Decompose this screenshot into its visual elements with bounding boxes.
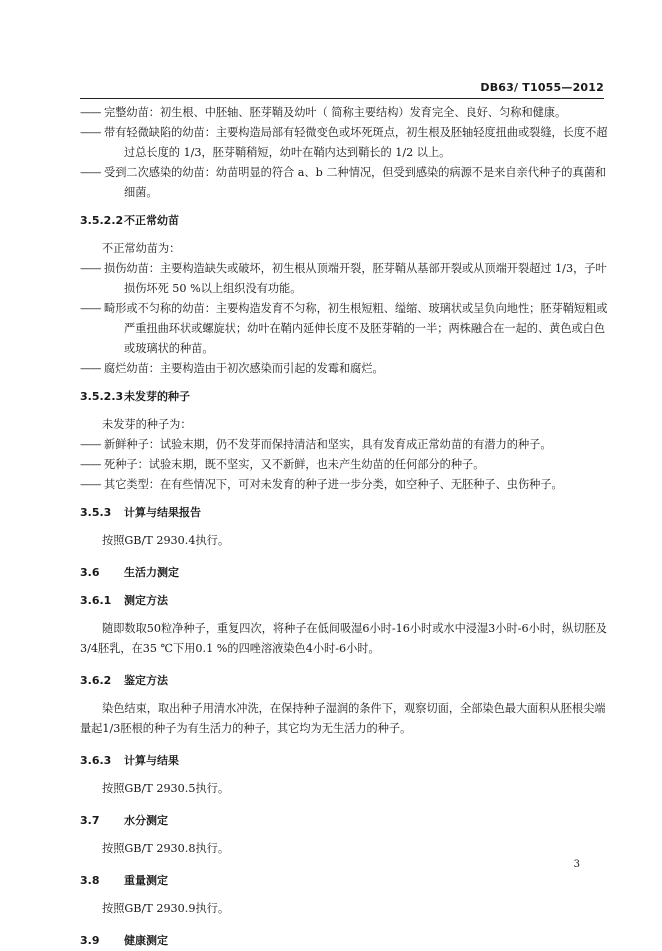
list-item: —— 新鲜种子：试验末期，仍不发芽而保持清洁和坚实，具有发育成正常幼苗的有潜力的种子。 [80, 438, 552, 451]
page-content [80, 103, 608, 951]
section-heading-3-6: 3.6 生活力测定 [80, 566, 179, 579]
section-heading-3-7: 3.7 水分测定 [80, 814, 168, 827]
list-item: —— 其它类型：在有些情况下，可对未发育的种子进一步分类，如空种子、无胚种子、虫伤种子。 [80, 478, 563, 491]
section-heading-3-5-3: 3.5.3 计算与结果报告 [80, 506, 201, 519]
section-heading-3-9: 3.9 健康测定 [80, 934, 168, 947]
section-intro: 不正常幼苗为： [102, 242, 181, 255]
section-body: 按照GB/T 2930.9执行。 [102, 902, 230, 915]
list-item: —— 死种子：试验末期，既不坚实，又不新鲜，也未产生幼苗的任何部分的种子。 [80, 458, 485, 471]
list-item: —— 完整幼苗：初生根、中胚轴、胚芽鞘及幼叶（ 简称主要结构）发育完全、良好、匀称和健康。 [80, 106, 567, 119]
section-body: 染色结束，取出种子用清水冲洗，在保持种子湿润的条件下，观察切面，全部染色最大面积从胚根尖端量起1/3胚根的种子为有生活力的种子，其它均为无生活力的种子。 [80, 702, 606, 735]
list-item: —— 带有轻微缺陷的幼苗：主要构造局部有轻微变色或坏死斑点，初生根及胚轴轻度扭曲或裂缝，长度不超过总长度的 1/3，胚芽鞘稍短，幼叶在鞘内达到鞘长的 1/2 以上。 [80, 126, 608, 159]
page-number: 3 [573, 859, 580, 870]
section-heading-3-6-1: 3.6.1 测定方法 [80, 594, 168, 607]
section-body: 按照GB/T 2930.8执行。 [102, 842, 230, 855]
list-item: —— 受到二次感染的幼苗：幼苗明显的符合 a、b 二种情况，但受到感染的病源不是来自亲代种子的真菌和细菌。 [80, 166, 607, 199]
section-body: 按照GB/T 2930.4执行。 [102, 534, 230, 547]
list-item: —— 畸形或不匀称的幼苗：主要构造发育不匀称，初生根短粗、缢缩、玻璃状或呈负向地性；胚芽鞘短粗或严重扭曲环状或螺旋状；幼叶在鞘内延伸长度不及胚芽鞘的一半；两株融合在一起的、黄色或白色或玻璃状的种苗。 [80, 302, 608, 355]
list-item: —— 损伤幼苗：主要构造缺失或破坏，初生根从顶端开裂，胚芽鞘从基部开裂或从顶端开裂超过 1/3，子叶损伤坏死 50 %以上组织没有功能。 [80, 262, 607, 295]
list-item: —— 腐烂幼苗：主要构造由于初次感染而引起的发霉和腐烂。 [80, 362, 384, 375]
section-heading-3-5-2-2: 3.5.2.2不正常幼苗 [80, 214, 179, 227]
section-intro: 未发芽的种子为： [102, 418, 192, 431]
section-heading-3-6-2: 3.6.2 鉴定方法 [80, 674, 168, 687]
section-body: 随即数取50粒净种子，重复四次，将种子在低间吸湿6小时-16小时或水中浸湿3小时-6小时，纵切胚及3/4胚乳，在35 ℃下用0.1 %的四唑溶液染色4小时-6小时。 [80, 622, 607, 655]
section-heading-3-5-2-3: 3.5.2.3未发芽的种子 [80, 390, 190, 403]
header-divider [80, 98, 604, 99]
section-heading-3-6-3: 3.6.3 计算与结果 [80, 754, 179, 767]
standard-code: DB63/ T1055—2012 [480, 81, 604, 94]
section-heading-3-8: 3.8 重量测定 [80, 874, 168, 887]
section-body: 按照GB/T 2930.5执行。 [102, 782, 230, 795]
